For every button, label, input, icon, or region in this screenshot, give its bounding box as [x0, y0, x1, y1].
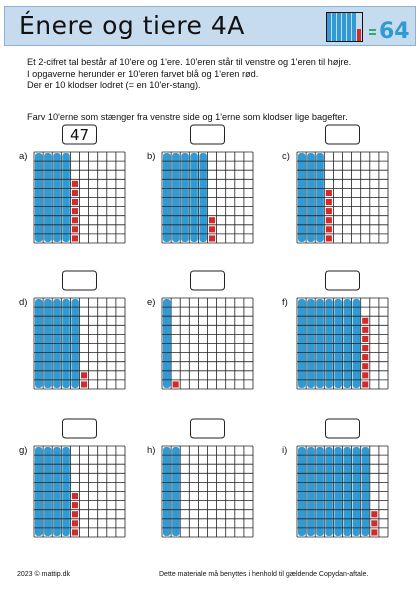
ones-block	[362, 345, 368, 351]
answer-box[interactable]	[191, 125, 225, 144]
exercise-label: i)	[282, 445, 288, 456]
ones-block	[173, 381, 179, 387]
ones-block	[362, 363, 368, 369]
ones-block	[326, 190, 332, 196]
exercise-i	[282, 419, 388, 537]
ones-block	[209, 217, 215, 223]
answer-box[interactable]	[326, 271, 360, 290]
answer-box[interactable]	[326, 419, 360, 438]
exercise-label: f)	[282, 297, 288, 308]
ones-block	[326, 235, 332, 241]
ones-block	[72, 235, 78, 241]
ones-block	[362, 354, 368, 360]
ones-block	[362, 372, 368, 378]
footer-license: Dette materiale må benyttes i henhold til gældende Copydan-aftale.	[159, 571, 369, 578]
exercise-b	[147, 125, 253, 243]
exercise-e	[147, 271, 253, 389]
ones-block	[72, 217, 78, 223]
exercise-label: c)	[282, 151, 290, 162]
ones-block	[81, 381, 87, 387]
intro-line: I opgaverne herunder er 10'eren farvet blå og 1'eren rød.	[27, 68, 259, 79]
ones-block	[326, 226, 332, 232]
page-title: Énere og tiere 4A	[19, 11, 245, 40]
exercise-a	[19, 125, 125, 243]
ones-block	[371, 529, 377, 535]
ones-block	[72, 190, 78, 196]
exercise-g	[19, 419, 125, 537]
exercise-label: b)	[147, 151, 156, 162]
answer-box[interactable]	[191, 271, 225, 290]
ones-block	[209, 226, 215, 232]
ones-block	[326, 199, 332, 205]
logo-number: 64	[379, 19, 410, 43]
ones-block	[326, 208, 332, 214]
answer-text: 47	[69, 126, 90, 144]
ones-block	[326, 217, 332, 223]
exercise-label: g)	[19, 445, 28, 456]
exercise-c	[282, 125, 388, 243]
ones-block	[72, 181, 78, 187]
exercise-label: d)	[19, 297, 28, 308]
grid-lines	[162, 298, 253, 389]
exercise-h	[147, 419, 253, 537]
ones-block	[362, 381, 368, 387]
exercise-label: e)	[147, 297, 156, 308]
ones-block	[371, 511, 377, 517]
footer-copyright: 2023 © mattip.dk	[17, 571, 71, 578]
exercise-label: h)	[147, 445, 156, 456]
exercise-d	[19, 271, 125, 389]
ones-block	[72, 520, 78, 526]
ones-block	[72, 529, 78, 535]
intro-line: Der er 10 klodser lodret (= en 10'er-stang).	[27, 80, 201, 91]
ones-block	[72, 226, 78, 232]
answer-box[interactable]	[191, 419, 225, 438]
exercise-label: a)	[19, 151, 28, 162]
answer-box[interactable]	[63, 271, 97, 290]
ones-block	[362, 318, 368, 324]
intro-line: Et 2-cifret tal består af 10'ere og 1'ere. 10'eren står til venstre og 1'eren til højre.	[27, 57, 352, 67]
answer-box[interactable]	[63, 419, 97, 438]
ones-block	[81, 372, 87, 378]
ones-block	[72, 502, 78, 508]
ones-block	[362, 327, 368, 333]
ones-block	[209, 235, 215, 241]
answer-box[interactable]	[326, 125, 360, 144]
instruction-text: Farv 10'erne som stænger fra venstre side og 1'erne som klodser lige bagefter.	[27, 112, 348, 122]
ones-block	[371, 520, 377, 526]
ones-block	[72, 208, 78, 214]
ones-block	[72, 199, 78, 205]
ones-block	[72, 493, 78, 499]
exercise-f	[282, 271, 388, 389]
ones-block	[362, 336, 368, 342]
ones-block	[72, 511, 78, 517]
